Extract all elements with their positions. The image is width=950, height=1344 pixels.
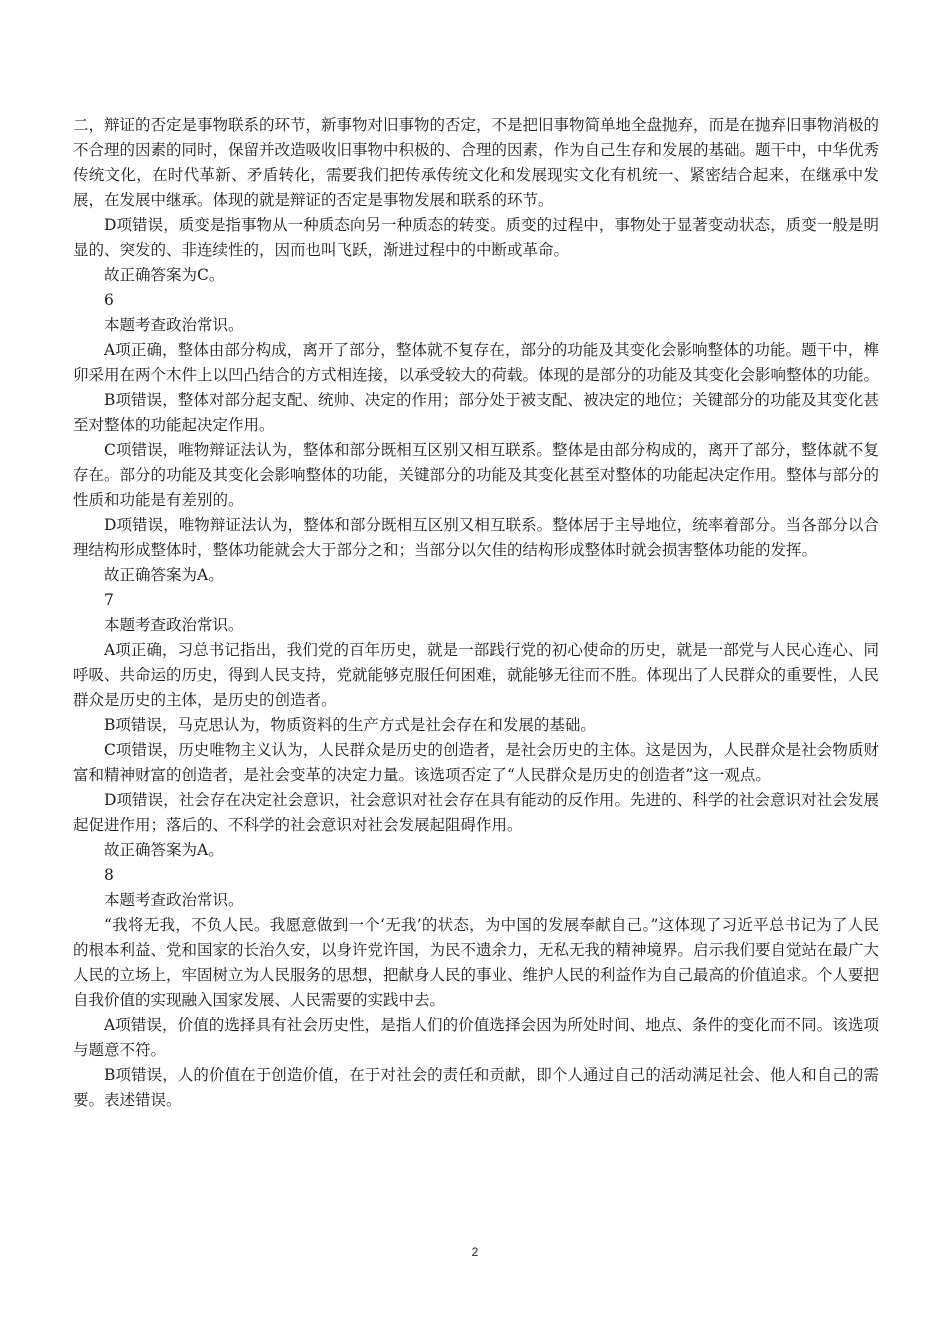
- answer-line: 故正确答案为A。: [104, 566, 224, 584]
- topic-line: 本题考查政治常识。: [104, 891, 244, 909]
- paragraph: D项错误，唯物辩证法认为，整体和部分既相互区别又相互联系。整体居于主导地位，统率着部分。当各部分以合理结构形成整体时，整体功能就会大于部分之和；当部分以欠佳的结构形成整体时就会损害整体功能的发挥。: [73, 516, 879, 559]
- paragraph: D项错误，质变是指事物从一种质态向另一种质态的转变。质变的过程中，事物处于显著变动状态，质变一般是明显的、突发的、非连续性的，因而也叫飞跃，渐进过程中的中断或革命。: [73, 216, 879, 259]
- question-number: 7: [104, 591, 114, 609]
- paragraph: 二，辩证的否定是事物联系的环节，新事物对旧事物的否定，不是把旧事物简单地全盘抛弃，而是在抛弃旧事物消极的不合理的因素的同时，保留并改造吸收旧事物中积极的、合理的因素，作为自己生存和发展的基础。题干中，中华优秀传统文化，在时代革新、矛盾转化，需要我们把传承传统文化和发展现实文化有机统一、紧密结合起来，在继承中发展，在发展中继承。体现的就是辩证的否定是事物发展和联系的环节。: [73, 116, 880, 209]
- question-number: 8: [104, 866, 114, 884]
- paragraph: A项正确，整体由部分构成，离开了部分，整体就不复存在，部分的功能及其变化会影响整体的功能。题干中，榫卯采用在两个木件上以凹凸结合的方式相连接，以承受较大的荷载。体现的是部分的功能及其变化会影响整体的功能。: [73, 341, 880, 384]
- paragraph: “我将无我，不负人民。我愿意做到一个‘无我’的状态，为中国的发展奉献自己。”这体现了习近平总书记为了人民的根本利益、党和国家的长治久安，以身许党许国，为民不遗余力，无私无我的精神境界。启示我们要自觉站在最广大人民的立场上，牢固树立为人民服务的思想，把献身人民的事业、维护人民的利益作为自己最高的价值追求。个人要把自我价值的实现融入国家发展、人民需要的实践中去。: [73, 916, 880, 1009]
- question-number: 6: [104, 291, 114, 309]
- paragraph: C项错误，唯物辩证法认为，整体和部分既相互区别又相互联系。整体是由部分构成的，离开了部分，整体就不复存在。部分的功能及其变化会影响整体的功能，关键部分的功能及其变化甚至对整体的功能起决定作用。整体与部分的性质和功能是有差别的。: [73, 441, 880, 509]
- topic-line: 本题考查政治常识。: [104, 316, 244, 334]
- paragraph: B项错误，整体对部分起支配、统帅、决定的作用；部分处于被支配、被决定的地位；关键部分的功能及其变化甚至对整体的功能起决定作用。: [73, 391, 879, 434]
- page-number: 2: [471, 1245, 479, 1259]
- paragraph: D项错误，社会存在决定社会意识，社会意识对社会存在具有能动的反作用。先进的、科学的社会意识对社会发展起促进作用；落后的、不科学的社会意识对社会发展起阻碍作用。: [73, 791, 879, 834]
- paragraph: B项错误，人的价值在于创造价值，在于对社会的责任和贡献，即个人通过自己的活动满足社会、他人和自己的需要。表述错误。: [73, 1066, 879, 1109]
- topic-line: 本题考查政治常识。: [104, 616, 244, 634]
- paragraph: A项错误，价值的选择具有社会历史性，是指人们的价值选择会因为所处时间、地点、条件的变化而不同。该选项与题意不符。: [73, 1016, 879, 1059]
- paragraph: C项错误，历史唯物主义认为，人民群众是历史的创造者，是社会历史的主体。这是因为，人民群众是社会物质财富和精神财富的创造者，是社会变革的决定力量。该选项否定了“人民群众是历史的创造者”这一观点。: [73, 741, 879, 784]
- answer-line: 故正确答案为A。: [104, 841, 224, 859]
- answer-line: 故正确答案为C。: [104, 266, 225, 284]
- document-body: [73, 113, 879, 1113]
- paragraph: A项正确，习总书记指出，我们党的百年历史，就是一部践行党的初心使命的历史，就是一部党与人民心连心、同呼吸、共命运的历史，得到人民支持，党就能够克服任何困难，就能够无往而不胜。体现出了人民群众的重要性，人民群众是历史的主体，是历史的创造者。: [73, 641, 880, 709]
- paragraph: B项错误，马克思认为，物质资料的生产方式是社会存在和发展的基础。: [104, 716, 596, 734]
